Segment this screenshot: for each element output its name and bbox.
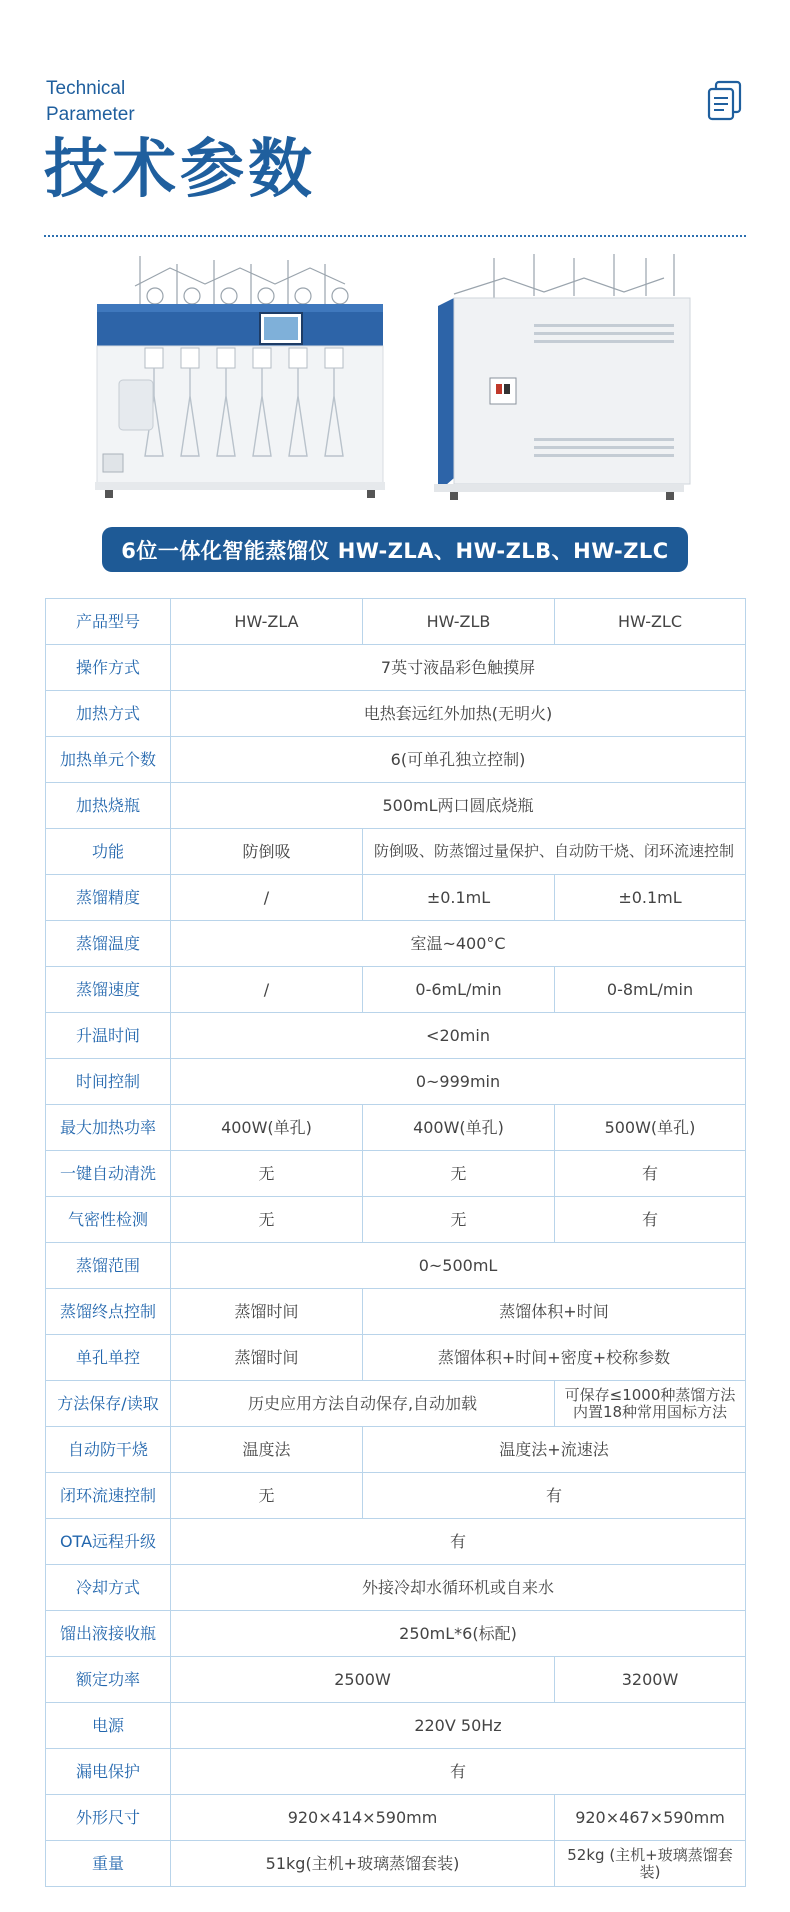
- row-label: 冷却方式: [46, 1565, 171, 1611]
- row-label: 加热方式: [46, 691, 171, 737]
- table-row: [46, 737, 746, 783]
- row-label: 漏电保护: [46, 1749, 171, 1795]
- row-label: 闭环流速控制: [46, 1473, 171, 1519]
- row-label: 蒸馏范围: [46, 1243, 171, 1289]
- table-row: [46, 645, 746, 691]
- row-label: 蒸馏精度: [46, 875, 171, 921]
- table-cell: 外接冷却水循环机或自来水: [171, 1565, 746, 1611]
- row-label: 重量: [46, 1841, 171, 1887]
- table-row: [46, 1197, 746, 1243]
- table-cell: 有: [555, 1197, 746, 1243]
- table-row: [46, 967, 746, 1013]
- table-row: [46, 1335, 746, 1381]
- table-cell: 无: [171, 1197, 363, 1243]
- instrument-front-image: [95, 256, 385, 506]
- table-cell: 无: [171, 1473, 363, 1519]
- table-cell: 蒸馏时间: [171, 1335, 363, 1381]
- row-label: 额定功率: [46, 1657, 171, 1703]
- row-label: 时间控制: [46, 1059, 171, 1105]
- table-cell: 蒸馏体积+时间+密度+校称参数: [363, 1335, 746, 1381]
- table-row: [46, 1427, 746, 1473]
- table-row: [46, 1841, 746, 1887]
- table-row: [46, 599, 746, 645]
- table-cell: 0-8mL/min: [555, 967, 746, 1013]
- table-row: [46, 1059, 746, 1105]
- model-banner: 6位一体化智能蒸馏仪 HW-ZLA、HW-ZLB、HW-ZLC: [102, 527, 688, 572]
- row-label: 一键自动清洗: [46, 1151, 171, 1197]
- document-icon: [706, 80, 746, 122]
- table-cell: 蒸馏体积+时间: [363, 1289, 746, 1335]
- table-row: [46, 1013, 746, 1059]
- table-cell: 室温~400°C: [171, 921, 746, 967]
- spec-table: [45, 598, 746, 1887]
- table-cell: 500W(单孔): [555, 1105, 746, 1151]
- table-cell: 可保存≤1000种蒸馏方法 内置18种常用国标方法: [555, 1381, 746, 1427]
- table-cell: 52kg (主机+玻璃蒸馏套装): [555, 1841, 746, 1887]
- page-title: 技术参数: [44, 133, 316, 207]
- table-cell: 400W(单孔): [171, 1105, 363, 1151]
- table-row: [46, 1289, 746, 1335]
- table-cell: HW-ZLB: [363, 599, 555, 645]
- row-label: 加热烧瓶: [46, 783, 171, 829]
- table-cell: 蒸馏时间: [171, 1289, 363, 1335]
- table-row: [46, 1519, 746, 1565]
- table-cell: 有: [171, 1749, 746, 1795]
- header-en-line2: Parameter: [46, 104, 135, 125]
- row-label: 操作方式: [46, 645, 171, 691]
- row-label: 方法保存/读取: [46, 1381, 171, 1427]
- header-english: [46, 76, 135, 128]
- table-cell: 500mL两口圆底烧瓶: [171, 783, 746, 829]
- table-row: [46, 1611, 746, 1657]
- table-row: [46, 1795, 746, 1841]
- table-row: [46, 1749, 746, 1795]
- table-row: [46, 1151, 746, 1197]
- table-row: [46, 691, 746, 737]
- table-row: [46, 921, 746, 967]
- table-cell: 温度法+流速法: [363, 1427, 746, 1473]
- row-label: 蒸馏温度: [46, 921, 171, 967]
- table-row: [46, 1565, 746, 1611]
- table-cell: 无: [363, 1197, 555, 1243]
- table-cell: 0-6mL/min: [363, 967, 555, 1013]
- table-row: [46, 1105, 746, 1151]
- row-label: 电源: [46, 1703, 171, 1749]
- table-cell: 历史应用方法自动保存,自动加载: [171, 1381, 555, 1427]
- table-cell: ±0.1mL: [363, 875, 555, 921]
- header-en-line1: Technical: [46, 78, 126, 99]
- table-row: [46, 783, 746, 829]
- table-row: [46, 1243, 746, 1289]
- table-cell: 0~500mL: [171, 1243, 746, 1289]
- row-label: 产品型号: [46, 599, 171, 645]
- table-cell: HW-ZLA: [171, 599, 363, 645]
- table-cell: /: [171, 967, 363, 1013]
- table-cell: 无: [171, 1151, 363, 1197]
- table-row: [46, 1703, 746, 1749]
- table-cell: 920×467×590mm: [555, 1795, 746, 1841]
- table-cell: 6(可单孔独立控制): [171, 737, 746, 783]
- table-cell: 0~999min: [171, 1059, 746, 1105]
- table-row: [46, 1473, 746, 1519]
- table-row: [46, 1657, 746, 1703]
- table-cell: <20min: [171, 1013, 746, 1059]
- instrument-back-image: [434, 252, 694, 506]
- row-label: 馏出液接收瓶: [46, 1611, 171, 1657]
- table-row: [46, 1381, 746, 1427]
- table-cell: /: [171, 875, 363, 921]
- table-cell: 51kg(主机+玻璃蒸馏套装): [171, 1841, 555, 1887]
- table-cell: 防倒吸、防蒸馏过量保护、自动防干烧、闭环流速控制: [363, 829, 746, 875]
- table-cell: 400W(单孔): [363, 1105, 555, 1151]
- table-cell: 220V 50Hz: [171, 1703, 746, 1749]
- row-label: 最大加热功率: [46, 1105, 171, 1151]
- table-row: [46, 875, 746, 921]
- row-label: 单孔单控: [46, 1335, 171, 1381]
- row-label: 加热单元个数: [46, 737, 171, 783]
- row-label: 蒸馏终点控制: [46, 1289, 171, 1335]
- table-cell: 防倒吸: [171, 829, 363, 875]
- table-cell: ±0.1mL: [555, 875, 746, 921]
- table-cell: HW-ZLC: [555, 599, 746, 645]
- table-cell: 2500W: [171, 1657, 555, 1703]
- table-cell: 电热套远红外加热(无明火): [171, 691, 746, 737]
- table-cell: 无: [363, 1151, 555, 1197]
- row-label: 升温时间: [46, 1013, 171, 1059]
- table-cell: 250mL*6(标配): [171, 1611, 746, 1657]
- row-label: OTA远程升级: [46, 1519, 171, 1565]
- table-cell: 有: [171, 1519, 746, 1565]
- table-cell: 3200W: [555, 1657, 746, 1703]
- table-cell: 7英寸液晶彩色触摸屏: [171, 645, 746, 691]
- table-cell: 920×414×590mm: [171, 1795, 555, 1841]
- row-label: 自动防干烧: [46, 1427, 171, 1473]
- table-row: [46, 829, 746, 875]
- row-label: 外形尺寸: [46, 1795, 171, 1841]
- table-cell: 有: [363, 1473, 746, 1519]
- table-cell: 温度法: [171, 1427, 363, 1473]
- row-label: 蒸馏速度: [46, 967, 171, 1013]
- row-label: 功能: [46, 829, 171, 875]
- row-label: 气密性检测: [46, 1197, 171, 1243]
- divider: [44, 235, 746, 237]
- table-cell: 有: [555, 1151, 746, 1197]
